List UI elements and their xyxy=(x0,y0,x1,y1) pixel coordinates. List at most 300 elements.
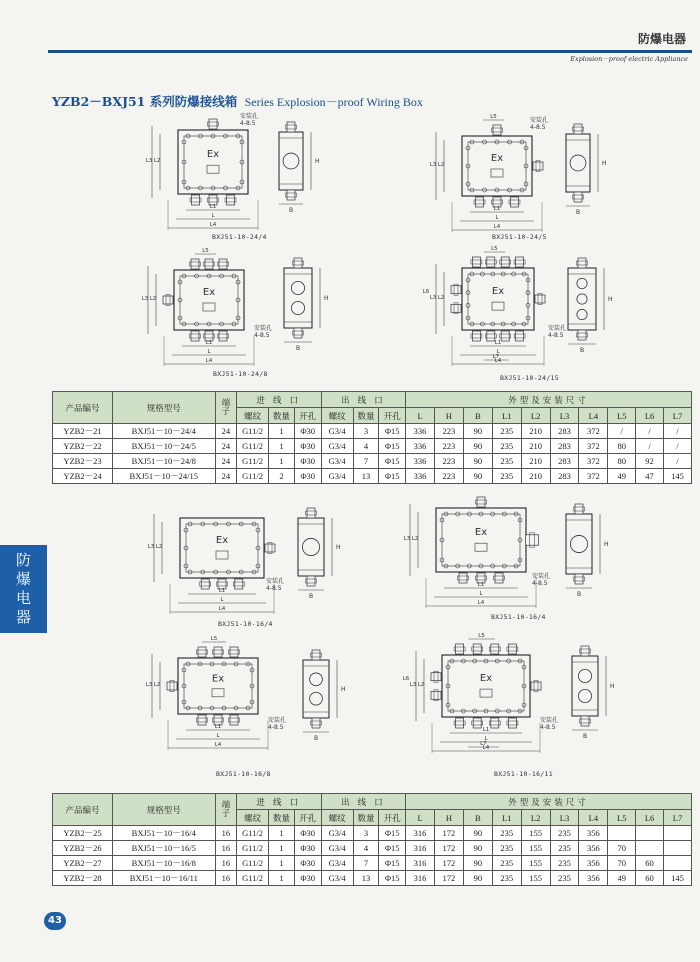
enclosure-outline xyxy=(180,518,264,578)
gland-body xyxy=(535,295,545,303)
table-cell: 7 xyxy=(353,454,379,469)
table-cell: 90 xyxy=(463,439,492,454)
table-cell: 336 xyxy=(406,454,435,469)
table-cell: 16 xyxy=(215,826,236,841)
gland-body xyxy=(312,718,320,728)
gland-body xyxy=(574,124,582,134)
nameplate xyxy=(212,689,224,697)
table-cell: 145 xyxy=(663,871,691,886)
gland-body xyxy=(230,715,238,725)
side-tab-char: 防 xyxy=(15,551,31,569)
cable-gland-top xyxy=(476,497,487,507)
th-dim-col: L2 xyxy=(521,408,550,424)
table-cell: Φ30 xyxy=(294,856,321,871)
cable-gland-bottom xyxy=(197,715,208,725)
dim-label-L1: L1 xyxy=(493,206,501,212)
th-product-no: 产品编号 xyxy=(53,794,113,826)
table-cell: BXJ51－10－24/15 xyxy=(112,469,215,484)
enclosure-outline xyxy=(178,658,258,714)
table-cell: 1 xyxy=(269,826,295,841)
th-dim-col: L5 xyxy=(608,408,636,424)
dim-label-H: H xyxy=(315,158,320,165)
gland-opening xyxy=(310,692,323,705)
table-cell: YZB2－22 xyxy=(53,439,113,454)
table-cell: 90 xyxy=(463,424,492,439)
table-cell: 155 xyxy=(521,826,550,841)
gland-body xyxy=(167,682,177,690)
dim-label-L5: L5 xyxy=(202,248,209,254)
dim-label-L: L xyxy=(207,349,211,355)
dim-label-L4: L4 xyxy=(218,606,226,612)
cable-gland-bottom xyxy=(474,197,485,207)
table-cell: 60 xyxy=(636,871,664,886)
table-cell: BXJ51－10－24/4 xyxy=(112,424,215,439)
th-inlet: 进 线 口 xyxy=(237,392,322,408)
th-hole: 开孔 xyxy=(294,810,321,826)
ex-mark: Ex xyxy=(206,148,220,160)
th-inlet: 进 线 口 xyxy=(237,794,322,810)
cable-gland-bottom xyxy=(509,197,520,207)
table-cell: 235 xyxy=(492,454,521,469)
table-cell: G3/4 xyxy=(321,469,353,484)
side-view-outline xyxy=(566,134,590,192)
th-terminal-label: 端子 xyxy=(220,398,231,415)
dim-label-L3: L3 xyxy=(141,296,149,302)
dim-label-L1: L1 xyxy=(218,588,226,594)
gland-body xyxy=(192,195,200,205)
table-cell: 316 xyxy=(406,841,435,856)
table-cell: 80 xyxy=(608,439,636,454)
dim-label-L4: L4 xyxy=(494,358,502,364)
gland-body xyxy=(472,331,480,341)
table-cell: 49 xyxy=(608,871,636,886)
dim-label-L1: L1 xyxy=(214,724,222,730)
nameplate xyxy=(491,169,503,177)
enclosure-cover xyxy=(184,136,242,188)
table-cell: G3/4 xyxy=(321,454,353,469)
th-dim-col: L6 xyxy=(636,408,664,424)
dim-label-L7: L7 xyxy=(480,741,487,747)
table-cell: 356 xyxy=(579,841,608,856)
th-dim-col: L5 xyxy=(608,810,636,826)
gland-body xyxy=(191,331,199,341)
mount-hole-size: 4-8.5 xyxy=(540,724,556,731)
dim-label-L2: L2 xyxy=(417,682,425,688)
gland-opening xyxy=(291,281,304,294)
table-cell: 3 xyxy=(353,424,379,439)
th-thread: 螺纹 xyxy=(237,810,269,826)
table-cell: G3/4 xyxy=(321,439,353,454)
mount-hole-size: 4-8.5 xyxy=(548,332,564,339)
table-row xyxy=(53,454,692,469)
gland-body xyxy=(451,304,461,312)
gland-body xyxy=(451,286,461,294)
table-cell: 1 xyxy=(269,856,295,871)
table-cell: 235 xyxy=(492,856,521,871)
th-terminal xyxy=(215,794,236,826)
table-row xyxy=(53,826,692,841)
page-title-en: Series Explosion－proof Wiring Box xyxy=(244,95,423,109)
header-category: 防爆电器 xyxy=(637,32,686,46)
th-dim-col: L1 xyxy=(492,408,521,424)
cable-gland-top xyxy=(286,122,297,132)
nameplate xyxy=(475,543,487,551)
mount-hole-label: 安装孔 xyxy=(268,717,287,724)
nameplate xyxy=(203,303,215,311)
gland-body xyxy=(265,544,275,552)
table-cell: 145 xyxy=(663,469,691,484)
gland-body xyxy=(198,715,206,725)
gland-body xyxy=(219,331,227,341)
dim-label-H: H xyxy=(336,544,341,551)
table-cell: / xyxy=(608,424,636,439)
gland-opening xyxy=(310,673,323,686)
table-cell: YZB2－24 xyxy=(53,469,113,484)
table-cell: Φ15 xyxy=(379,469,406,484)
th-thread: 螺纹 xyxy=(321,408,353,424)
cable-gland-top xyxy=(514,257,525,267)
cable-gland-top xyxy=(204,259,215,269)
cable-gland-top xyxy=(472,644,483,654)
dim-label-B: B xyxy=(575,209,581,216)
gland-body xyxy=(307,508,315,518)
table-cell: 90 xyxy=(463,454,492,469)
table-cell: 49 xyxy=(608,469,636,484)
th-dim-col: L1 xyxy=(492,810,521,826)
th-dim-col: L3 xyxy=(550,810,579,826)
th-outlet: 出 线 口 xyxy=(321,392,406,408)
dim-label-H: H xyxy=(324,295,329,302)
gland-body xyxy=(287,190,295,200)
cable-gland-bottom xyxy=(190,195,201,205)
enclosure-cover xyxy=(468,142,526,190)
dim-label-L5: L5 xyxy=(491,246,498,252)
table-cell: 172 xyxy=(434,856,463,871)
gland-body xyxy=(307,576,315,586)
gland-opening xyxy=(577,309,587,319)
table-cell: 4 xyxy=(353,439,379,454)
dim-label-L1: L1 xyxy=(205,340,213,346)
cable-gland-bottom xyxy=(577,330,588,340)
dim-label-L4: L4 xyxy=(482,745,490,751)
cable-gland-top xyxy=(213,647,224,657)
cable-gland-bottom xyxy=(471,331,482,341)
th-dims: 外型及安装尺寸 xyxy=(406,794,692,810)
cable-gland-bottom xyxy=(311,718,322,728)
th-dim-col: L6 xyxy=(636,810,664,826)
gland-body xyxy=(501,331,509,341)
th-qty: 数量 xyxy=(269,408,295,424)
table-cell: Φ15 xyxy=(379,826,406,841)
side-view-outline xyxy=(303,660,329,718)
dim-label-L2: L2 xyxy=(153,158,161,164)
table-cell: G3/4 xyxy=(321,856,353,871)
table-cell: G11/2 xyxy=(237,826,269,841)
dim-label-L5: L5 xyxy=(490,114,497,120)
gland-body xyxy=(533,162,543,170)
table-row xyxy=(53,856,692,871)
table-cell: 24 xyxy=(215,469,236,484)
dim-label-B: B xyxy=(295,345,301,352)
gland-body xyxy=(526,535,539,545)
th-hole: 开孔 xyxy=(379,810,406,826)
table-cell: BXJ51－10－16/8 xyxy=(112,856,215,871)
table-cell: Φ15 xyxy=(379,856,406,871)
dim-label-L3: L3 xyxy=(429,162,437,168)
gland-body xyxy=(294,258,302,268)
th-dim-col: L7 xyxy=(663,810,691,826)
dim-label-L3: L3 xyxy=(145,158,153,164)
cable-gland-left xyxy=(431,690,441,701)
enclosure-outline xyxy=(178,130,248,194)
gland-body xyxy=(501,257,509,267)
table-cell: 3 xyxy=(353,826,379,841)
table-cell: 356 xyxy=(579,856,608,871)
cable-gland-bottom xyxy=(454,718,465,728)
th-dims: 外型及安装尺寸 xyxy=(406,392,692,408)
gland-body xyxy=(491,644,499,654)
table-cell: G11/2 xyxy=(237,841,269,856)
table-cell: 92 xyxy=(636,454,664,469)
gland-body xyxy=(516,257,524,267)
table-cell: Φ30 xyxy=(294,871,321,886)
table-cell: 16 xyxy=(215,871,236,886)
table-cell: BXJ51－10－16/4 xyxy=(112,826,215,841)
table-cell: YZB2－21 xyxy=(53,424,113,439)
mount-hole-size: 4-8.5 xyxy=(254,332,270,339)
gland-body xyxy=(191,259,199,269)
table-row xyxy=(53,424,692,439)
table-cell: BXJ51－10－16/11 xyxy=(112,871,215,886)
enclosure-cover xyxy=(184,664,252,708)
dim-label-L4: L4 xyxy=(214,742,222,748)
table-cell: 24 xyxy=(215,439,236,454)
table-cell: YZB2－27 xyxy=(53,856,113,871)
table-cell: 223 xyxy=(434,469,463,484)
mount-hole-label: 安装孔 xyxy=(532,573,551,580)
cable-gland-bottom xyxy=(573,192,584,202)
mount-hole-size: 4-8.5 xyxy=(530,124,546,131)
table-cell: 223 xyxy=(434,454,463,469)
table-cell: 336 xyxy=(406,439,435,454)
gland-body xyxy=(287,122,295,132)
diagram-caption: BXJ51-10-16/4 xyxy=(218,620,273,628)
table-cell: 24 xyxy=(215,424,236,439)
table-cell: Φ30 xyxy=(294,439,321,454)
cable-gland-bottom xyxy=(200,579,211,589)
table-cell: 372 xyxy=(579,454,608,469)
table-cell: Φ15 xyxy=(379,871,406,886)
th-dim-col: L xyxy=(406,408,435,424)
cable-gland-bottom xyxy=(218,331,229,341)
table-cell: 235 xyxy=(550,856,579,871)
enclosure-outline xyxy=(462,136,532,196)
gland-body xyxy=(531,682,541,690)
th-dim-col: L4 xyxy=(579,408,608,424)
table-cell: Φ15 xyxy=(379,454,406,469)
gland-body xyxy=(431,673,441,681)
dim-label-L4: L4 xyxy=(209,222,217,228)
th-qty: 数量 xyxy=(353,810,379,826)
dim-label-L7: L7 xyxy=(492,354,500,360)
gland-body xyxy=(581,646,589,656)
dim-label-L: L xyxy=(479,591,483,597)
diagram-caption: BXJ51-10-24/15 xyxy=(500,374,559,382)
table-cell: G3/4 xyxy=(321,841,353,856)
nameplate xyxy=(207,165,219,173)
gland-body xyxy=(516,331,524,341)
cable-gland-top xyxy=(197,647,208,657)
enclosure-outline xyxy=(174,270,244,330)
th-hole: 开孔 xyxy=(294,408,321,424)
table-cell: 235 xyxy=(492,841,521,856)
header-category-en: Explosion－proof electric Appliance xyxy=(570,55,688,63)
cable-gland-top xyxy=(293,258,304,268)
side-tab-char: 爆 xyxy=(15,570,31,588)
gland-body xyxy=(575,504,583,514)
th-terminal xyxy=(215,392,236,424)
ex-mark: Ex xyxy=(491,286,505,298)
cable-gland-top xyxy=(311,650,322,660)
gland-body xyxy=(235,579,243,589)
gland-body xyxy=(456,718,464,728)
table-cell: 210 xyxy=(521,454,550,469)
dim-label-L2: L2 xyxy=(155,544,163,550)
ex-mark: Ex xyxy=(211,673,225,685)
th-qty: 数量 xyxy=(269,810,295,826)
table-cell: 1 xyxy=(269,424,295,439)
cable-gland-left xyxy=(451,303,461,314)
table-cell: Φ30 xyxy=(294,826,321,841)
gland-body xyxy=(431,691,441,699)
dim-label-L: L xyxy=(495,215,499,221)
table-cell: 24 xyxy=(215,454,236,469)
dim-label-L2: L2 xyxy=(437,295,445,301)
table-cell: 13 xyxy=(353,469,379,484)
table-cell: 1 xyxy=(269,454,295,469)
table-cell: 356 xyxy=(579,871,608,886)
cable-gland-bottom xyxy=(514,331,525,341)
cable-gland-top xyxy=(208,119,219,129)
th-outlet: 出 线 口 xyxy=(321,794,406,810)
gland-body xyxy=(459,573,467,583)
th-dim-col: L2 xyxy=(521,810,550,826)
gland-opening xyxy=(570,155,586,171)
cable-gland-top xyxy=(229,647,240,657)
cable-gland-right xyxy=(531,681,541,692)
table-cell: G3/4 xyxy=(321,826,353,841)
side-tab-char: 电 xyxy=(15,589,31,607)
table-cell: 90 xyxy=(463,841,492,856)
dim-label-L5: L5 xyxy=(478,633,485,639)
cable-gland-right xyxy=(265,543,275,554)
dim-label-L: L xyxy=(220,597,224,603)
mount-hole-label: 安装孔 xyxy=(530,117,549,124)
dim-label-L: L xyxy=(496,349,500,355)
cable-gland-right xyxy=(526,533,539,547)
nameplate xyxy=(480,689,492,697)
mount-hole-label: 安装孔 xyxy=(240,113,259,120)
table-cell: 235 xyxy=(550,841,579,856)
gland-body xyxy=(511,197,519,207)
table-cell: YZB2－25 xyxy=(53,826,113,841)
th-hole: 开孔 xyxy=(379,408,406,424)
gland-body xyxy=(312,650,320,660)
gland-body xyxy=(201,579,209,589)
table-cell: G3/4 xyxy=(321,424,353,439)
dim-label-H: H xyxy=(608,296,613,303)
gland-body xyxy=(578,258,586,268)
gland-opening xyxy=(577,278,587,288)
table-cell: 90 xyxy=(463,856,492,871)
gland-body xyxy=(491,718,499,728)
table-cell xyxy=(636,841,664,856)
th-dim-col: L4 xyxy=(579,810,608,826)
th-terminal-label: 端子 xyxy=(220,800,231,817)
table-cell: 336 xyxy=(406,424,435,439)
cable-gland-top xyxy=(500,257,511,267)
th-thread: 螺纹 xyxy=(321,810,353,826)
table-cell: G3/4 xyxy=(321,871,353,886)
table-cell: 336 xyxy=(406,469,435,484)
dim-label-L2: L2 xyxy=(437,162,445,168)
dim-label-L: L xyxy=(484,736,488,742)
table-cell: 316 xyxy=(406,871,435,886)
gland-body xyxy=(508,644,516,654)
table-cell: / xyxy=(636,424,664,439)
cable-gland-top xyxy=(574,504,585,514)
dim-label-L2: L2 xyxy=(411,536,419,542)
dim-label-B: B xyxy=(308,593,314,600)
table-cell: 283 xyxy=(550,469,579,484)
th-dim-col: B xyxy=(463,810,492,826)
diagram-caption: BXJ51-10-24/4 xyxy=(212,233,267,241)
table-cell: 1 xyxy=(269,439,295,454)
table-cell: 283 xyxy=(550,454,579,469)
table-cell: Φ30 xyxy=(294,424,321,439)
cable-gland-bottom xyxy=(458,573,469,583)
table-cell xyxy=(663,826,691,841)
table-cell: Φ30 xyxy=(294,469,321,484)
table-cell: 283 xyxy=(550,439,579,454)
side-view-outline xyxy=(279,132,303,190)
dim-label-L6: L6 xyxy=(402,675,410,682)
table-cell: 80 xyxy=(608,454,636,469)
gland-opening xyxy=(302,538,319,555)
nameplate xyxy=(216,551,228,559)
table-cell xyxy=(636,826,664,841)
gland-body xyxy=(456,644,464,654)
page-number: 43 xyxy=(44,912,66,930)
table-cell: YZB2－23 xyxy=(53,454,113,469)
table-cell: 2 xyxy=(269,469,295,484)
dim-label-L5: L5 xyxy=(210,636,218,642)
table-cell: Φ15 xyxy=(379,841,406,856)
ex-mark: Ex xyxy=(479,673,493,685)
table-row xyxy=(53,469,692,484)
enclosure-cover xyxy=(180,276,238,324)
side-view-outline xyxy=(572,656,598,716)
table-cell: 155 xyxy=(521,841,550,856)
cable-gland-top xyxy=(306,508,317,518)
table-cell: 210 xyxy=(521,439,550,454)
cable-gland-left xyxy=(431,671,441,682)
table-cell: G11/2 xyxy=(237,439,269,454)
side-view-outline xyxy=(566,514,592,574)
diagram-caption: BXJ51-10-16/8 xyxy=(216,770,271,778)
table-cell: / xyxy=(636,439,664,454)
gland-opening xyxy=(291,301,304,314)
